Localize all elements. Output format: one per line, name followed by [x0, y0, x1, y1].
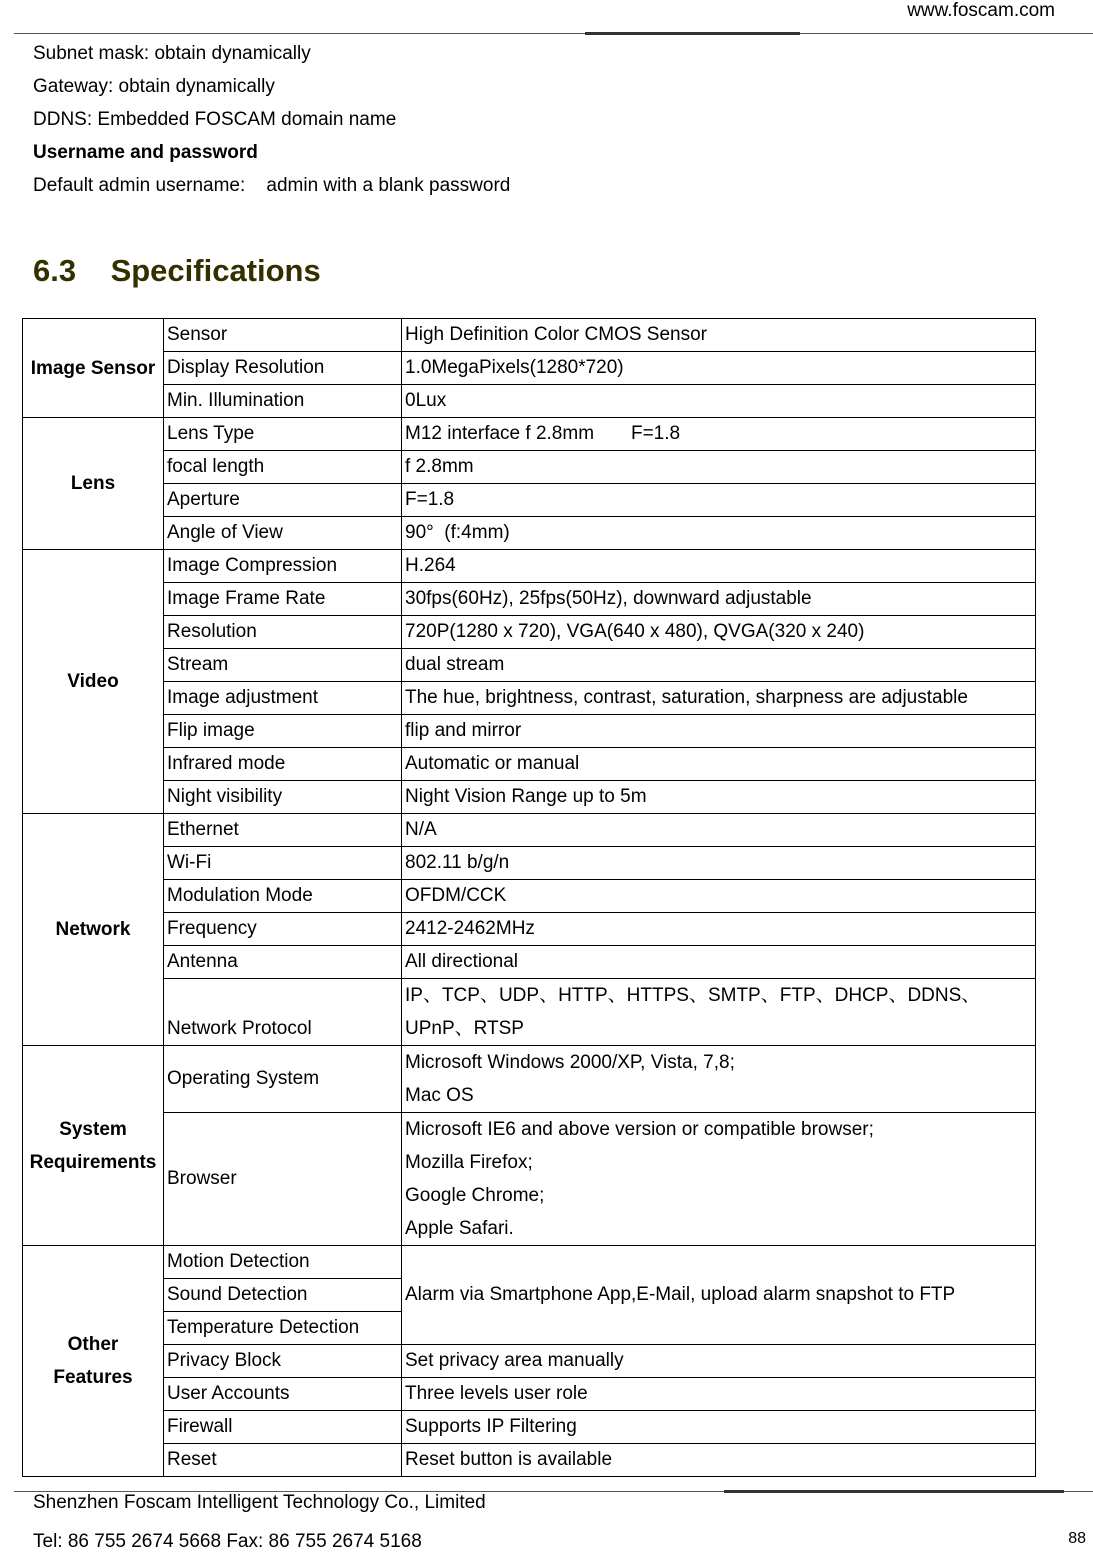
header-rule-accent: [585, 32, 800, 35]
spec-value: Reset button is available: [402, 1444, 1036, 1477]
spec-value: 802.11 b/g/n: [402, 847, 1036, 880]
spec-name: Image adjustment: [164, 682, 402, 715]
browser-line: Mozilla Firefox;: [405, 1152, 533, 1173]
table-row: [23, 649, 1036, 682]
table-row: [23, 946, 1036, 979]
header-rule: [14, 33, 1093, 34]
gateway-line: Gateway: obtain dynamically: [33, 76, 275, 97]
footer-contact: Tel: 86 755 2674 5668 Fax: 86 755 2674 5168: [33, 1531, 422, 1552]
spec-name: Network Protocol: [164, 979, 402, 1046]
table-row: [23, 418, 1036, 451]
spec-value: Supports IP Filtering: [402, 1411, 1036, 1444]
category-label-line: Requirements: [29, 1151, 157, 1173]
table-row: [23, 319, 1036, 352]
spec-value: Night Vision Range up to 5m: [402, 781, 1036, 814]
spec-name: Resolution: [164, 616, 402, 649]
browser-line: Apple Safari.: [405, 1218, 514, 1239]
spec-value: flip and mirror: [402, 715, 1036, 748]
spec-name: Display Resolution: [164, 352, 402, 385]
category-lens: Lens: [23, 418, 164, 550]
table-row: [23, 1246, 1036, 1279]
spec-value: Automatic or manual: [402, 748, 1036, 781]
spec-name: Sound Detection: [164, 1279, 402, 1312]
footer-rule-accent: [724, 1490, 1064, 1493]
spec-value: Alarm via Smartphone App,E-Mail, upload alarm snapshot to FTP: [402, 1246, 1036, 1345]
site-url[interactable]: www.foscam.com: [907, 0, 1055, 21]
spec-value: f 2.8mm: [402, 451, 1036, 484]
os-line: Mac OS: [405, 1085, 474, 1106]
spec-name: Aperture: [164, 484, 402, 517]
table-row: [23, 583, 1036, 616]
table-row: [23, 385, 1036, 418]
spec-name: Privacy Block: [164, 1345, 402, 1378]
table-row: [23, 814, 1036, 847]
spec-value: All directional: [402, 946, 1036, 979]
browser-line: Microsoft IE6 and above version or compatible browser;: [405, 1119, 874, 1140]
spec-value: Set privacy area manually: [402, 1345, 1036, 1378]
credentials-heading: Username and password: [33, 142, 258, 163]
category-system-requirements: [23, 1046, 164, 1246]
table-row: [23, 1444, 1036, 1477]
section-number: 6.3: [33, 253, 77, 288]
table-row: [23, 682, 1036, 715]
admin-line: Default admin username: admin with a blank password: [33, 175, 511, 196]
spec-name: User Accounts: [164, 1378, 402, 1411]
table-row: [23, 1411, 1036, 1444]
table-row: [23, 1113, 1036, 1246]
spec-name: Antenna: [164, 946, 402, 979]
spec-name: Ethernet: [164, 814, 402, 847]
spec-value: High Definition Color CMOS Sensor: [402, 319, 1036, 352]
spec-value: OFDM/CCK: [402, 880, 1036, 913]
table-row: [23, 616, 1036, 649]
spec-name: Browser: [164, 1113, 402, 1246]
table-row: [23, 847, 1036, 880]
spec-value: 30fps(60Hz), 25fps(50Hz), downward adjustable: [402, 583, 1036, 616]
spec-name: Infrared mode: [164, 748, 402, 781]
spec-value: N/A: [402, 814, 1036, 847]
spec-value-multiline: [402, 1113, 1036, 1246]
spec-name: Min. Illumination: [164, 385, 402, 418]
subnet-line: Subnet mask: obtain dynamically: [33, 43, 311, 64]
spec-value: 90° (f:4mm): [402, 517, 1036, 550]
spec-name: Flip image: [164, 715, 402, 748]
table-row: [23, 880, 1036, 913]
browser-line: Google Chrome;: [405, 1185, 545, 1206]
table-row: [23, 748, 1036, 781]
spec-value: 0Lux: [402, 385, 1036, 418]
spec-name: Firewall: [164, 1411, 402, 1444]
spec-value-multiline: [402, 979, 1036, 1046]
table-row: [23, 550, 1036, 583]
category-label-line: Features: [53, 1367, 133, 1388]
table-row: [23, 517, 1036, 550]
spec-value: 1.0MegaPixels(1280*720): [402, 352, 1036, 385]
network-defaults-text: [33, 37, 510, 202]
spec-value: 720P(1280 x 720), VGA(640 x 480), QVGA(320 x 240): [402, 616, 1036, 649]
spec-value: dual stream: [402, 649, 1036, 682]
table-row: [23, 1345, 1036, 1378]
category-label-line: System: [59, 1118, 127, 1140]
footer-company: Shenzhen Foscam Intelligent Technology Co., Limited: [33, 1492, 486, 1513]
protocol-line: UPnP、RTSP: [405, 1018, 524, 1039]
spec-value: The hue, brightness, contrast, saturation, sharpness are adjustable: [402, 682, 1036, 715]
table-row: [23, 715, 1036, 748]
protocol-line: IP、TCP、UDP、HTTP、HTTPS、SMTP、FTP、DHCP、DDNS、: [405, 985, 981, 1006]
table-row: [23, 781, 1036, 814]
spec-value-multiline: [402, 1046, 1036, 1113]
page-number: 88: [1068, 1530, 1086, 1547]
spec-name: Frequency: [164, 913, 402, 946]
specifications-table: [22, 318, 1036, 1477]
spec-value: F=1.8: [402, 484, 1036, 517]
spec-name: Temperature Detection: [164, 1312, 402, 1345]
spec-name: Image Frame Rate: [164, 583, 402, 616]
spec-name: Angle of View: [164, 517, 402, 550]
os-line: Microsoft Windows 2000/XP, Vista, 7,8;: [405, 1052, 735, 1073]
section-title: [33, 253, 321, 289]
category-network: Network: [23, 814, 164, 1046]
table-row: [23, 979, 1036, 1046]
spec-name: Operating System: [164, 1046, 402, 1113]
spec-name: Wi-Fi: [164, 847, 402, 880]
spec-value: 2412-2462MHz: [402, 913, 1036, 946]
spec-name: Stream: [164, 649, 402, 682]
table-row: [23, 1378, 1036, 1411]
spec-name: focal length: [164, 451, 402, 484]
ddns-line: DDNS: Embedded FOSCAM domain name: [33, 109, 397, 130]
table-row: [23, 451, 1036, 484]
section-name: Specifications: [110, 253, 321, 288]
table-row: [23, 1046, 1036, 1113]
spec-name: Motion Detection: [164, 1246, 402, 1279]
spec-name: Modulation Mode: [164, 880, 402, 913]
category-image-sensor: Image Sensor: [23, 319, 164, 418]
table-row: [23, 484, 1036, 517]
spec-name: Night visibility: [164, 781, 402, 814]
table-row: [23, 913, 1036, 946]
spec-value: H.264: [402, 550, 1036, 583]
spec-name: Lens Type: [164, 418, 402, 451]
table-row: [23, 352, 1036, 385]
spec-name: Image Compression: [164, 550, 402, 583]
spec-name: Reset: [164, 1444, 402, 1477]
spec-name: Sensor: [164, 319, 402, 352]
category-other-features: [23, 1246, 164, 1477]
category-label-line: Other: [67, 1334, 119, 1355]
category-video: Video: [23, 550, 164, 814]
spec-value: M12 interface f 2.8mm F=1.8: [402, 418, 1036, 451]
spec-value: Three levels user role: [402, 1378, 1036, 1411]
